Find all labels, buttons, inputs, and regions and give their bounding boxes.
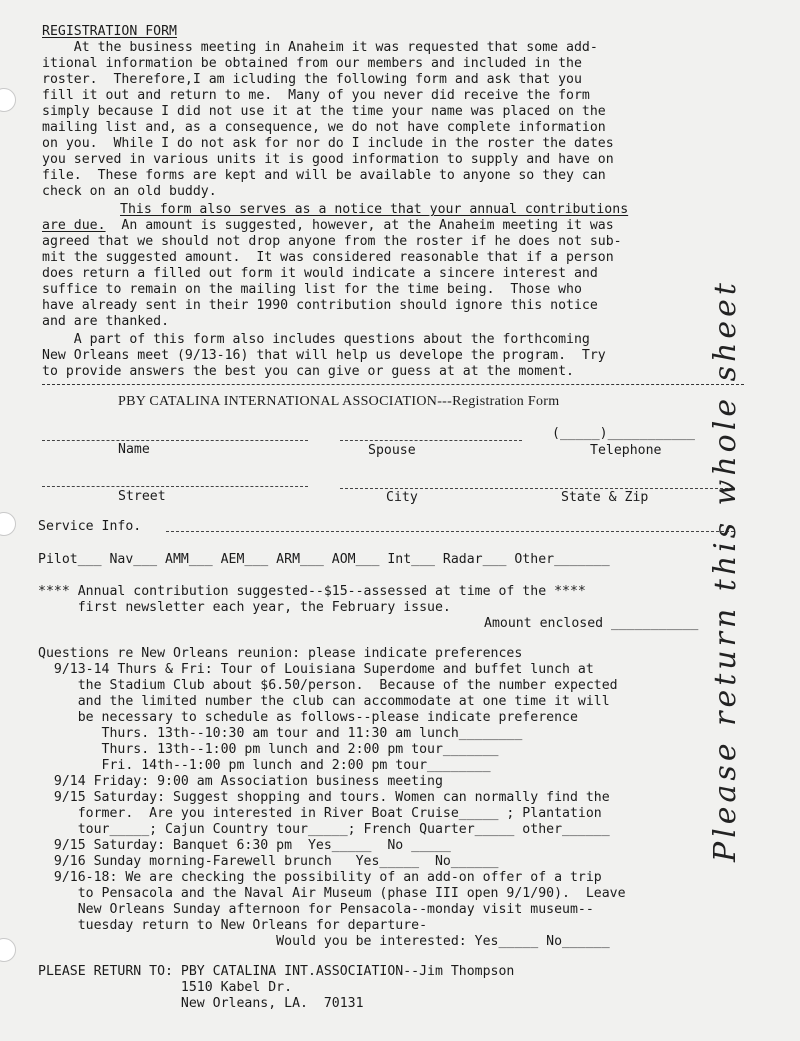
binder-hole-top [0, 88, 16, 112]
notice-underlined-line: This form also serves as a notice that your annual contributions [120, 202, 629, 217]
notice-underlined-text: are due. [42, 218, 106, 233]
questions-heading: Questions re New Orleans reunion: please indicate preferences [38, 646, 523, 661]
spouse-field-line[interactable] [340, 440, 522, 441]
return-address-line: 1510 Kabel Dr. [38, 980, 293, 995]
service-info-field-line[interactable] [166, 531, 734, 532]
name-label: Name [118, 442, 150, 457]
return-address-line: PLEASE RETURN TO: PBY CATALINA INT.ASSOCIATION--Jim Thompson [38, 964, 515, 979]
binder-hole-middle [0, 512, 16, 536]
intro-line: you served in various units it is good information to supply and have on [42, 152, 614, 167]
intro-line: itional information be obtained from our members and included in the [42, 56, 582, 71]
orleans-line: A part of this form also includes questions about the forthcoming [42, 332, 590, 347]
amount-enclosed-field[interactable]: Amount enclosed ___________ [484, 616, 699, 631]
question-line[interactable]: 9/16 Sunday morning-Farewell brunch Yes_____ No______ [38, 854, 499, 869]
question-line: 9/16-18: We are checking the possibility of an add-on offer of a trip [38, 870, 602, 885]
question-line: 9/14 Friday: 9:00 am Association business meeting [38, 774, 443, 789]
intro-line: check on an old buddy. [42, 184, 217, 199]
question-line: be necessary to schedule as follows--please indicate preference [38, 710, 578, 725]
notice-line: suffice to remain on the mailing list for the time being. Those who [42, 282, 582, 297]
street-label: Street [118, 489, 166, 504]
contribution-line: first newsletter each year, the February issue. [38, 600, 451, 615]
form-title: PBY CATALINA INTERNATIONAL ASSOCIATION---Registration Form [118, 394, 560, 409]
question-line: the Stadium Club about $6.50/person. Because of the number expected [38, 678, 618, 693]
notice-line: and are thanked. [42, 314, 170, 329]
notice-line: agreed that we should not drop anyone from the roster if he does not sub- [42, 234, 622, 249]
telephone-area-code[interactable]: (_____)___________ [552, 426, 695, 441]
question-line[interactable]: former. Are you interested in River Boat Cruise_____ ; Plantation [38, 806, 602, 821]
section-divider [42, 384, 744, 385]
name-field-line[interactable] [42, 440, 308, 441]
intro-line: file. These forms are kept and will be available to anyone so they can [42, 168, 606, 183]
service-info-label: Service Info. [38, 519, 142, 534]
question-line[interactable]: tour_____; Cajun Country tour_____; French Quarter_____ other______ [38, 822, 610, 837]
question-line[interactable]: 9/15 Saturday: Banquet 6:30 pm Yes_____ No _____ [38, 838, 451, 853]
intro-line: simply because I did not use it at the time your name was placed on the [42, 104, 606, 119]
telephone-label: Telephone [590, 443, 662, 458]
handwritten-margin-note: Please return this whole sheet [708, 279, 743, 862]
city-state-field-line[interactable] [340, 488, 728, 489]
question-line: 9/13-14 Thurs & Fri: Tour of Louisiana Superdome and buffet lunch at [38, 662, 594, 677]
notice-text: An amount is suggested, however, at the Anaheim meeting it was [105, 218, 614, 233]
page-title: REGISTRATION FORM [42, 24, 177, 39]
notice-line: have already sent in their 1990 contribution should ignore this notice [42, 298, 598, 313]
question-line: New Orleans Sunday afternoon for Pensacola--monday visit museum-- [38, 902, 594, 917]
question-line[interactable]: Would you be interested: Yes_____ No______ [38, 934, 610, 949]
question-line: and the limited number the club can accommodate at one time it will [38, 694, 610, 709]
city-label: City [386, 490, 418, 505]
tour-option-line[interactable]: Fri. 14th--1:00 pm lunch and 2:00 pm tour________ [38, 758, 491, 773]
question-line: to Pensacola and the Naval Air Museum (phase III open 9/1/90). Leave [38, 886, 626, 901]
intro-line: mailing list and, as a consequence, we do not have complete information [42, 120, 606, 135]
return-address-line: New Orleans, LA. 70131 [38, 996, 364, 1011]
tour-option-line[interactable]: Thurs. 13th--1:00 pm lunch and 2:00 pm tour_______ [38, 742, 499, 757]
intro-line: on you. While I do not ask for nor do I include in the roster the dates [42, 136, 614, 151]
intro-line: fill it out and return to me. Many of you never did receive the form [42, 88, 590, 103]
notice-line: mit the suggested amount. It was considered reasonable that if a person [42, 250, 614, 265]
contribution-line: **** Annual contribution suggested--$15--assessed at time of the **** [38, 584, 586, 599]
tour-option-line[interactable]: Thurs. 13th--10:30 am tour and 11:30 am lunch________ [38, 726, 523, 741]
orleans-line: to provide answers the best you can give or guess at at the moment. [42, 364, 574, 379]
orleans-line: New Orleans meet (9/13-16) that will help us develope the program. Try [42, 348, 606, 363]
binder-hole-bottom [0, 938, 16, 962]
state-zip-label: State & Zip [561, 490, 649, 505]
question-line: 9/15 Saturday: Suggest shopping and tours. Women can normally find the [38, 790, 610, 805]
intro-line: roster. Therefore,I am icluding the following form and ask that you [42, 72, 582, 87]
street-field-line[interactable] [42, 486, 308, 487]
notice-line: does return a filled out form it would indicate a sincere interest and [42, 266, 598, 281]
intro-line: At the business meeting in Anaheim it was requested that some add- [42, 40, 598, 55]
ratings-checklist[interactable]: Pilot___ Nav___ AMM___ AEM___ ARM___ AOM___ Int___ Radar___ Other_______ [38, 552, 610, 567]
spouse-label: Spouse [368, 443, 416, 458]
notice-line [42, 218, 614, 234]
question-line: tuesday return to New Orleans for departure- [38, 918, 428, 933]
